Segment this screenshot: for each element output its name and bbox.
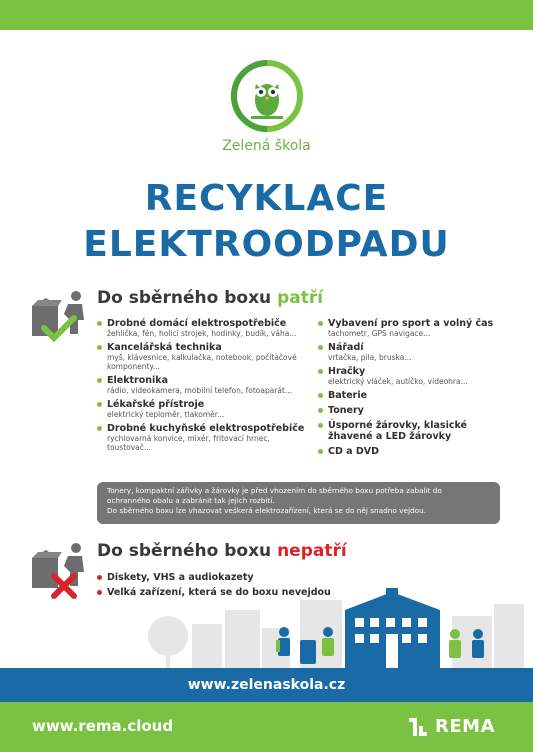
list-item: Elektronika rádio, videokamera, mobilní telefon, fotoaparát... bbox=[97, 375, 307, 395]
list-item: Baterie bbox=[318, 390, 503, 401]
title-line-2: ELEKTROODPADU bbox=[83, 224, 450, 265]
page-title bbox=[0, 176, 533, 268]
city-skyline-illustration bbox=[0, 588, 533, 668]
list-item: CD a DVD bbox=[318, 446, 503, 457]
rema-logo-icon bbox=[407, 716, 429, 738]
section-no-title-emph: nepatří bbox=[277, 541, 347, 561]
list-item: Lékařské přístroje elektrický teploměr, tlakoměr... bbox=[97, 399, 307, 419]
section-yes-title bbox=[97, 288, 323, 308]
list-item: Kancelářská technika myš, klávesnice, kalkulačka, notebook, počítačové komponenty... bbox=[97, 342, 307, 371]
website-link[interactable]: www.zelenaskola.cz bbox=[187, 677, 346, 693]
note-line-3: Do sběrného boxu lze vhazovat veškerá elektrozařízení, která se do něj snadno vejdou. bbox=[107, 506, 427, 515]
box-check-icon bbox=[28, 288, 88, 348]
note-line-2: ochranného obalu a zabránit tak jejich rozbití. bbox=[107, 496, 275, 505]
list-item: Diskety, VHS a audiokazety bbox=[97, 572, 347, 583]
top-band bbox=[0, 0, 533, 30]
list-item: Velká zařízení, která se do boxu nevejdou bbox=[97, 587, 347, 598]
brand-name: Zelená škola bbox=[222, 138, 311, 154]
note-line-1: Tonery, kompaktní zářivky a žárovky je před vhozením do sběrného boxu potřeba zabalit do bbox=[107, 486, 442, 495]
section-yes-title-emph: patří bbox=[277, 288, 324, 308]
section-yes-title-prefix: Do sběrného boxu bbox=[97, 288, 278, 308]
owl-logo-icon bbox=[229, 58, 305, 134]
footer-url-link[interactable]: www.rema.cloud bbox=[32, 717, 174, 735]
info-note bbox=[97, 482, 500, 524]
list-item: Nářadí vrtačka, pila, bruska... bbox=[318, 342, 503, 362]
list-item: Drobné domácí elektrospotřebiče žehlička, fén, holicí strojek, hodinky, budík, váha... bbox=[97, 318, 307, 338]
section-no-title-prefix: Do sběrného boxu bbox=[97, 541, 278, 561]
list-item: Hračky elektrický vláček, autíčko, videohra... bbox=[318, 366, 503, 386]
title-line-1: RECYKLACE bbox=[144, 178, 389, 219]
yes-list-right bbox=[318, 318, 503, 461]
footer bbox=[0, 702, 533, 752]
website-band bbox=[0, 668, 533, 702]
yes-list-left bbox=[97, 318, 307, 456]
rema-logo-text: REMA bbox=[435, 716, 495, 737]
list-item: Vybavení pro sport a volný čas tachometr, GPS navigace... bbox=[318, 318, 503, 338]
section-no-title bbox=[97, 541, 347, 561]
list-item: Úsporné žárovky, klasické žhavené a LED žárovky bbox=[318, 420, 503, 442]
list-item: Drobné kuchyňské elektrospotřebiče rychlovarná konvice, mixér, fritovací hrnec, toustovač... bbox=[97, 423, 307, 452]
list-item: Tonery bbox=[318, 405, 503, 416]
rema-logo bbox=[407, 713, 507, 739]
